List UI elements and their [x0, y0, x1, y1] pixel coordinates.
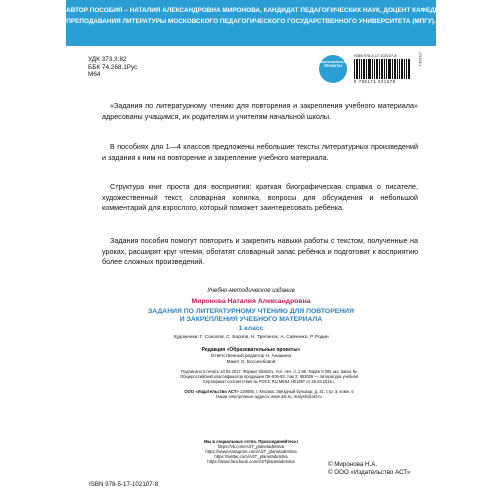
- social-link-vk[interactable]: https://vk.com/AST_planetadetstva: [217, 444, 285, 450]
- copyright-publisher: © ООО «Издательство АСТ»: [328, 469, 411, 476]
- banner-line-2: ПРЕПОДАВАНИЯ ЛИТЕРАТУРЫ МОСКОВСКОГО ПЕДАГОГИЧЕСКОГО ГОСУДАРСТВЕННОГО УНИВЕРСИТЕТА (МПГУ).: [66, 18, 436, 25]
- responsible-editor: Ответственный редактор Н. Анашина: [210, 353, 292, 358]
- barcode-isbn: ISBN 978-5-17-102107-8: [354, 54, 397, 58]
- social-link-instagram[interactable]: https://www.instagram.com/AST_planetadetstva: [205, 449, 297, 455]
- banner-line-1: АВТОР ПОСОБИЯ – НАТАЛИЯ АЛЕКСАНДРОВНА МИРОНОВА, КАНДИДАТ ПЕДАГОГИЧЕСКИХ НАУК, ДОЦЕНТ КАФЕДРЫ МЕТОДИКИ: [66, 7, 483, 14]
- publisher-site: Наши электронные адреса: www.ast.ru, malysh@ast.ru: [216, 394, 322, 399]
- bbk-code: ББК 74.268.1Рус: [88, 63, 138, 71]
- staff-list: [66, 353, 436, 364]
- author-mark: М64: [88, 71, 101, 78]
- publisher-address: 129085, г. Москва, Звёздный бульвар, д. 21, стр. 3, комн. 5: [238, 389, 354, 394]
- layout-credit: Макет О. Боголюбовой: [226, 358, 276, 364]
- redaction-name: Редакция «Образовательные проекты»: [201, 347, 301, 353]
- print-line-2: Общероссийский классификатор продукции ОК-005-93, том 2; 953005 — литература учебная: [180, 373, 358, 379]
- print-line-1: Подписано в печать 10.02.2017. Формат 60x84⅛. Усл. печ. л. 1,86. Тираж 5 000 экз. Заказ №: [181, 369, 357, 374]
- print-info: [162, 370, 376, 384]
- social-link-facebook[interactable]: https://www.facebook.com/ASTplanetadetstva: [207, 459, 295, 465]
- author-name: Миронова Наталия Александровна: [191, 298, 311, 305]
- book-title-line-2: И ЗАКРЕПЛЕНИЯ УЧЕБНОГО МАТЕРИАЛА: [179, 316, 323, 323]
- paragraph-4: Задания пособия помогут повторить и закрепить навыки работы с текстом, полученные на уроках, расширят круг чтения, обогатят словарный запас ребёнка и подготовят к восприятию более сложных произведений.: [102, 236, 418, 266]
- publisher-name: ООО «Издательство АСТ»: [184, 389, 239, 394]
- book-title-line-1: ЗАДАНИЯ ПО ЛИТЕРАТУРНОМУ ЧТЕНИЮ ДЛЯ ПОВТОРЕНИЯ: [148, 308, 354, 315]
- social-link-twitter[interactable]: https://twitter.com/AST_planetadetstva: [214, 454, 288, 460]
- udk-code: УДК 373.3:82: [88, 56, 127, 63]
- copyright-author: © Миронова Н.А.: [328, 461, 378, 468]
- social-header: Мы в социальных сетях. Присоединяйтесь!: [203, 439, 299, 444]
- book-title: [66, 308, 436, 324]
- side-code: 1711S4-1: [418, 52, 422, 67]
- grade-label: 1 класс: [238, 325, 264, 332]
- isbn-bottom: ISBN 978-5-17-102107-8: [89, 481, 159, 488]
- udk-block: [88, 56, 137, 79]
- barcode-number: 9 785171 021078: [354, 79, 396, 84]
- author-banner: [66, 0, 483, 46]
- paragraph-1: «Задания по литературному чтению для повторения и закрепления учебного материала» адресованы учащимся, их родителям и учителям начальной школы.: [102, 101, 418, 121]
- illustrators: Художники: Г. Соколов, С. Борзов, Н. Трепенок, А. Савченко, Р. Родин: [173, 335, 329, 340]
- paragraph-3: Структура книг проста для восприятия: краткая биографическая справка о писателе, художественный текст, словарная копилка, вопросы для обсуждения и небольшой комментарий для взрослого, который поможет заинтересовать ребёнка.: [102, 182, 418, 212]
- badge-top-text: ОБРАЗОВАТЕЛЬНЫЕ: [319, 60, 351, 64]
- paragraph-2: В пособиях для 1—4 классов предложены небольшие тексты литературных произведений и задания к ним на повторение и закрепление учебного материала.: [102, 142, 418, 162]
- publisher-badge-icon: [319, 55, 351, 83]
- publisher-info: [162, 389, 376, 399]
- badge-main-text: ПРОЕКТЫ: [323, 63, 343, 68]
- edition-type: Учебно-методическое издание: [207, 288, 295, 294]
- copyright: [328, 461, 410, 477]
- back-cover-card: [66, 50, 436, 492]
- print-line-3: Сертификат соответствия № РОСС RU.МЕ64.Н01397 от 25.03.2016 г.: [202, 378, 336, 384]
